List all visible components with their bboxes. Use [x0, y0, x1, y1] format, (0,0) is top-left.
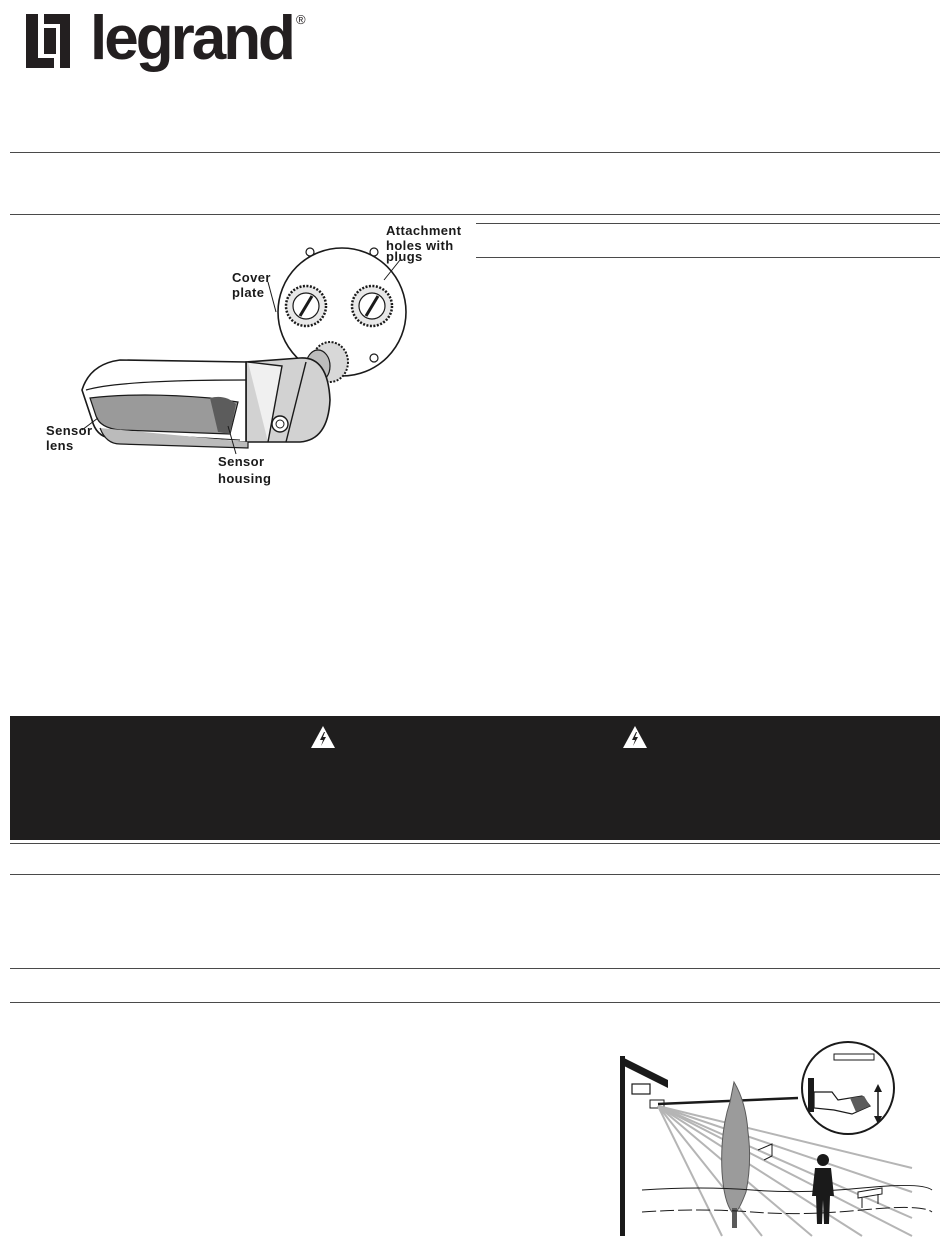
electrical-hazard-icon [622, 725, 648, 749]
logo-wordmark: legrand [90, 4, 293, 73]
divider-6 [10, 1002, 940, 1003]
legrand-logo [24, 4, 324, 85]
divider-section [10, 214, 940, 215]
coverage-scene-illustration [612, 1032, 942, 1242]
divider-right-2 [476, 257, 940, 258]
electrical-hazard-icon [310, 725, 336, 749]
divider-top [10, 152, 940, 153]
divider-3 [10, 843, 940, 844]
warning-banner [10, 716, 940, 840]
divider-right-1 [476, 223, 940, 224]
label-cover-plate: Cover plate [232, 270, 271, 300]
divider-4 [10, 874, 940, 875]
legrand-logo-mark-icon [24, 10, 84, 76]
label-sensor-housing: Sensor housing [218, 454, 272, 486]
label-attachment-holes: Attachment holes with plugs [386, 223, 462, 264]
label-sensor-lens: Sensor lens [46, 423, 93, 453]
sensor-product-illustration [60, 230, 480, 490]
registered-mark: ® [296, 12, 306, 27]
divider-5 [10, 968, 940, 969]
